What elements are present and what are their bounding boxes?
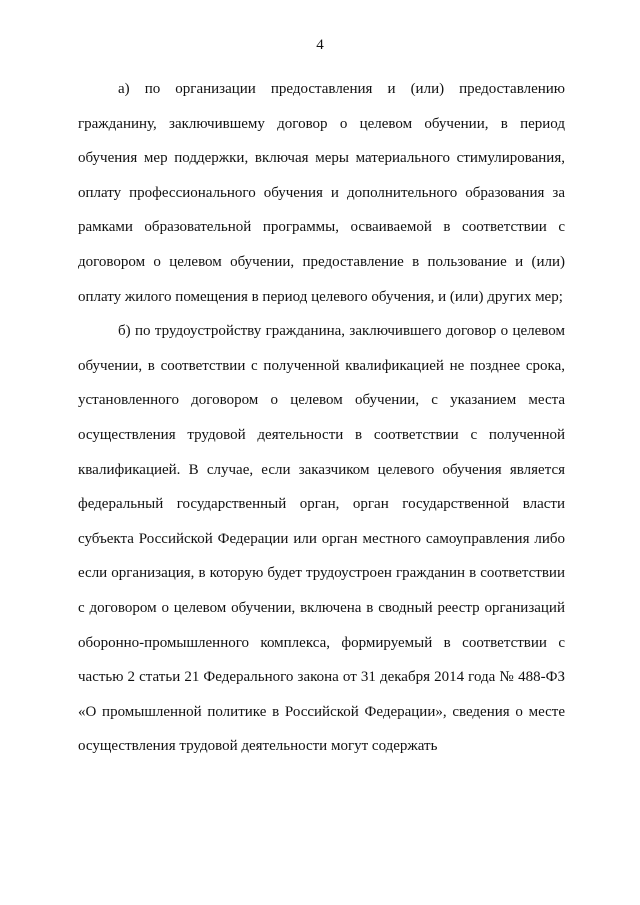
paragraph-a: а) по организации предоставления и (или) предоставлению гражданину, заключившему договор о целевом обучении, в период обучения мер поддержки, включая меры материального стимулирования, оплату профессионального обучения и дополнительного образования за рамками образовательной программы, осваиваемой в соответствии с договором о целевом обучении, предоставление в пользование и (или) оплату жилого помещения в период целевого обучения, и (или) других мер; <box>78 81 565 305</box>
page-number: 4 <box>316 37 324 53</box>
document-body <box>78 72 565 764</box>
paragraph-b: б) по трудоустройству гражданина, заключившего договор о целевом обучении, в соответствии с полученной квалификацией не позднее срока, установленного договором о целевом обучении, с указанием места осуществления трудовой деятельности в соответствии с полученной квалификацией. В случае, если заказчиком целевого обучения является федеральный государственный орган, орган государственной власти субъекта Российской Федерации или орган местного самоуправления либо если организация, в которую будет трудоустроен гражданин в соответствии с договором о целевом обучении, включена в сводный реестр организаций оборонно-промышленного комплекса, формируемый в соответствии с частью 2 статьи 21 Федерального закона от 31 декабря 2014 года № 488-ФЗ «О промышленной политике в Российской Федерации», сведения о месте осуществления трудовой деятельности могут содержать <box>78 323 565 755</box>
